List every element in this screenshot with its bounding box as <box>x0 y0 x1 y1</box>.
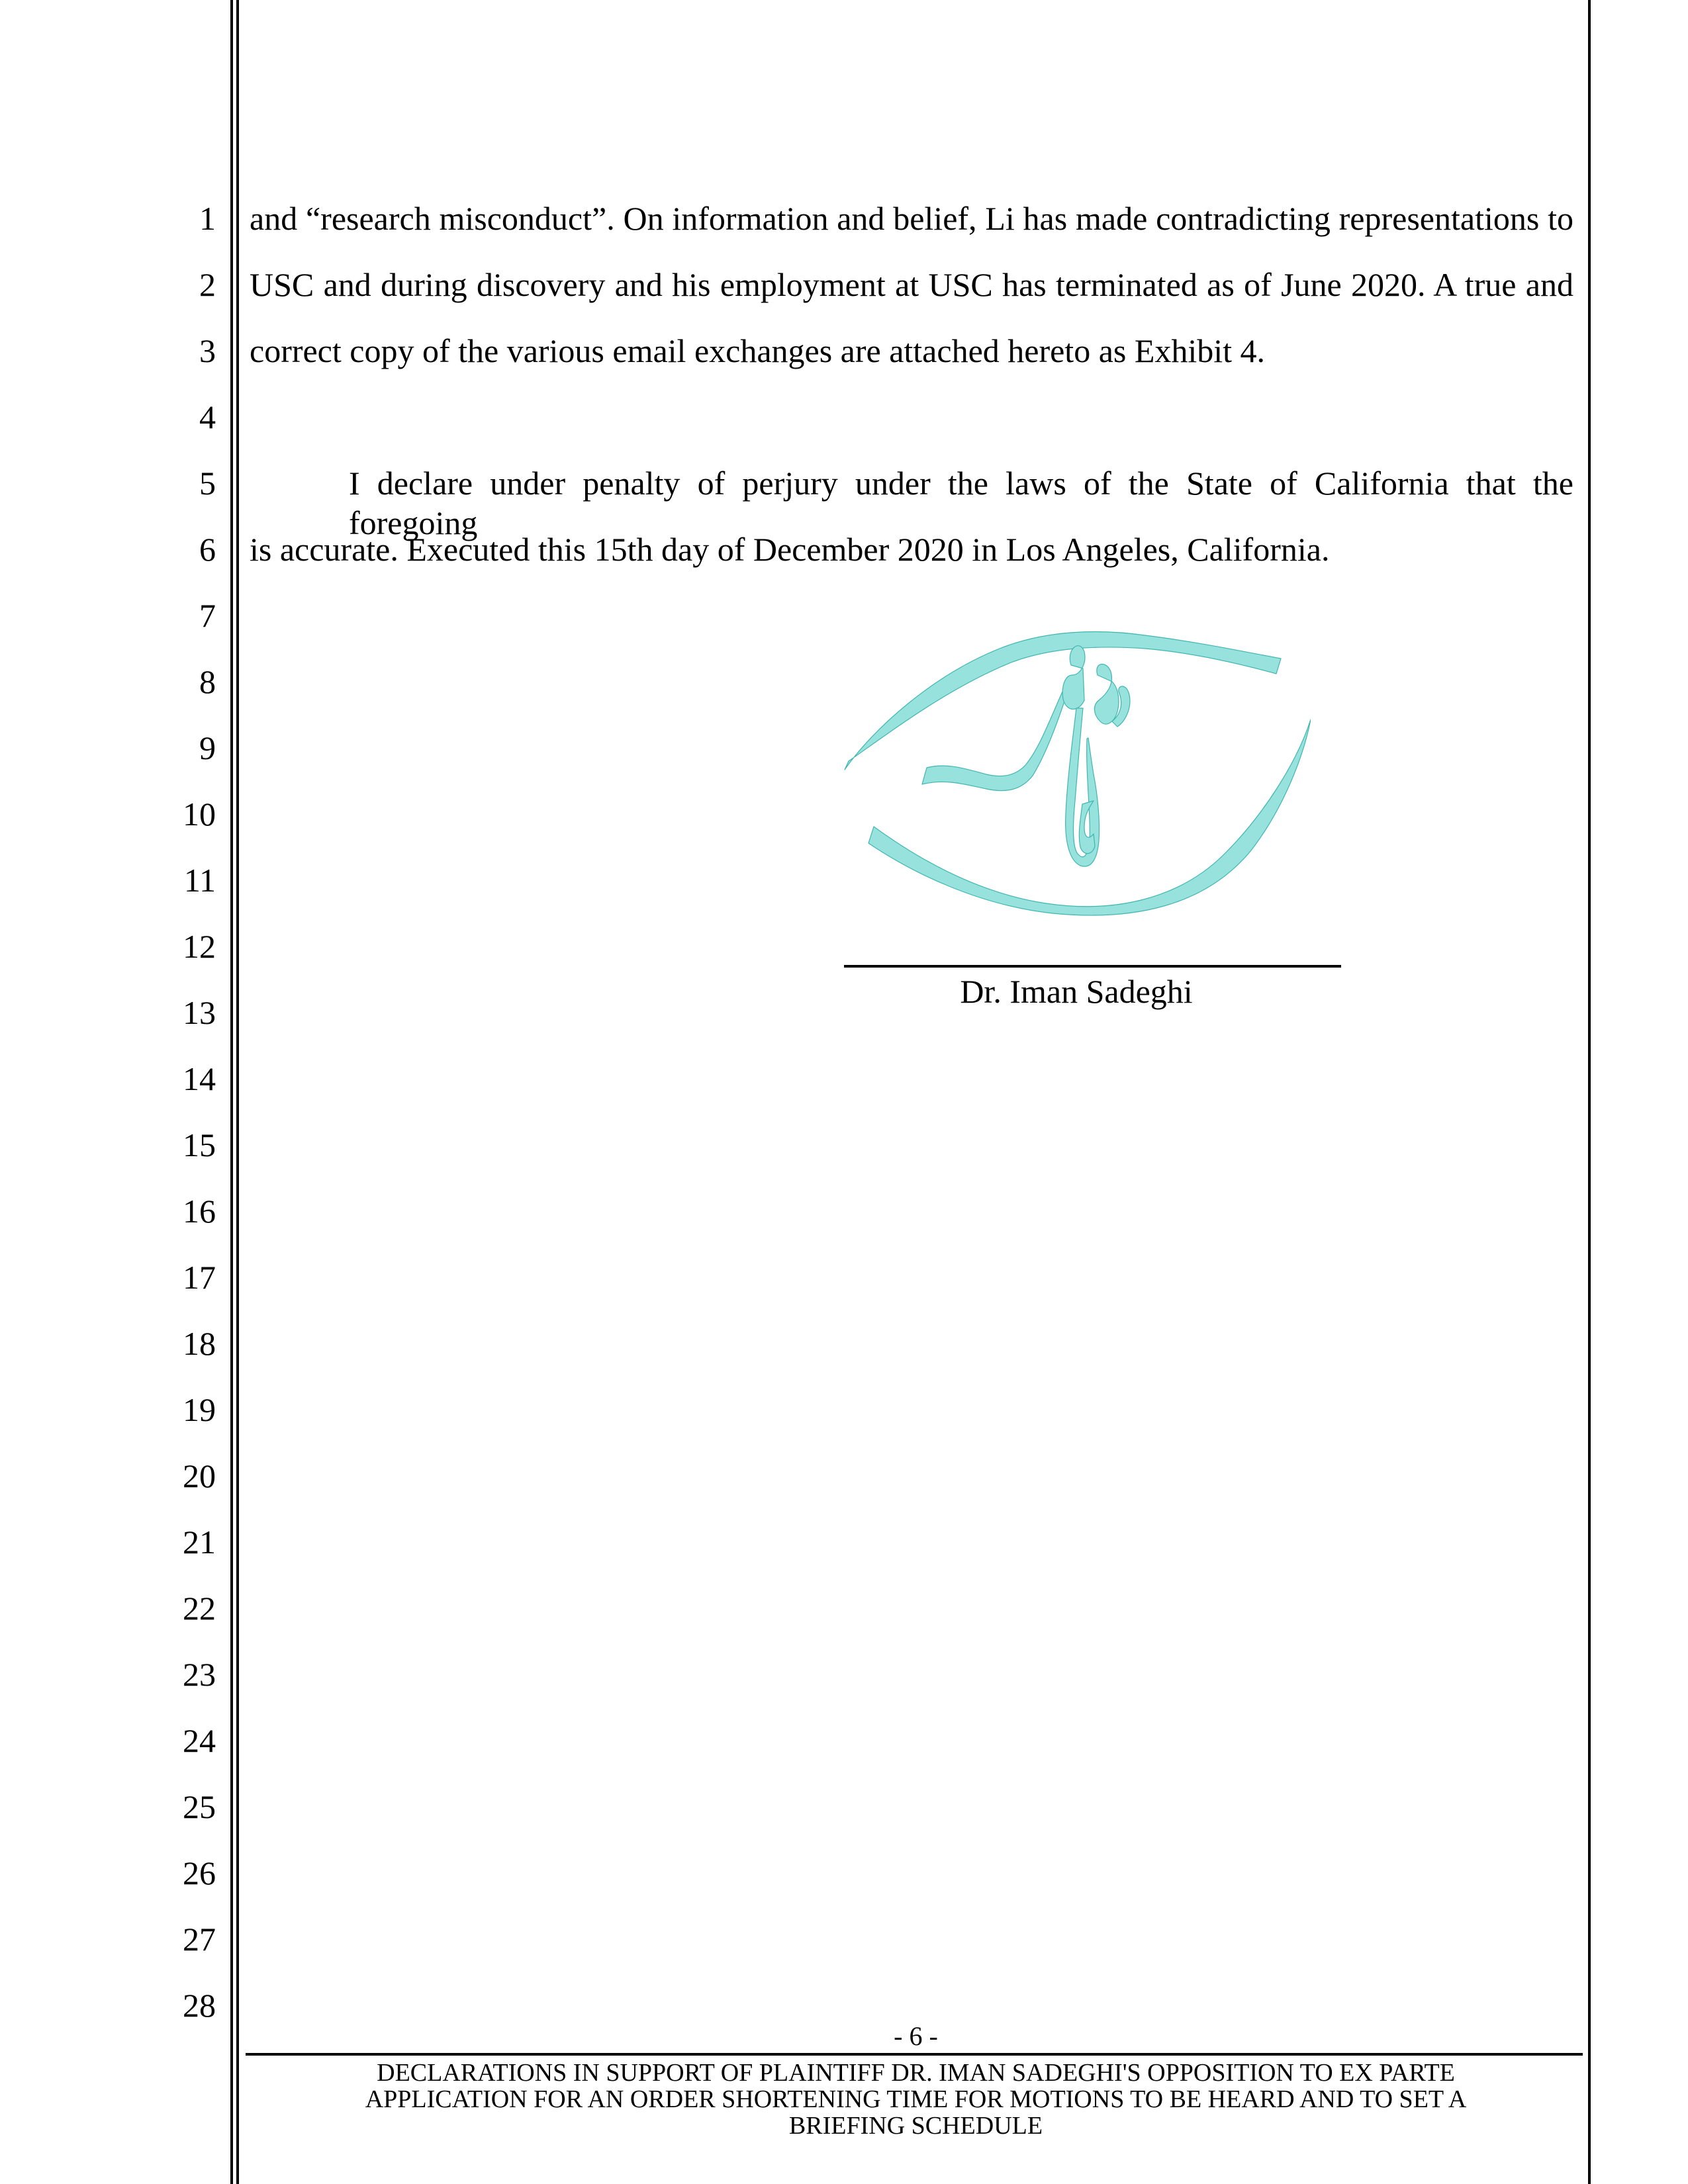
line-number: 6 <box>199 531 216 568</box>
line-number: 1 <box>199 200 216 237</box>
handwritten-signature-icon <box>834 622 1311 940</box>
line-number: 22 <box>183 1590 216 1627</box>
line-number: 14 <box>183 1060 216 1097</box>
left-margin-rule-outer <box>230 0 233 2184</box>
line-number: 17 <box>183 1259 216 1296</box>
line-number: 20 <box>183 1457 216 1494</box>
line-number: 18 <box>183 1325 216 1362</box>
line-number: 12 <box>183 928 216 965</box>
signer-name: Dr. Iman Sadeghi <box>960 973 1193 1010</box>
footer-rule <box>246 2053 1583 2056</box>
footer-caption-line: BRIEFING SCHEDULE <box>788 2112 1043 2140</box>
line-number: 9 <box>199 729 216 766</box>
signature-line <box>844 965 1341 968</box>
body-text-line: USC and during discovery and his employment at USC has terminated as of June 2020. A true and <box>250 266 1573 303</box>
line-number: 3 <box>199 332 216 369</box>
line-number: 13 <box>183 994 216 1031</box>
line-number: 28 <box>183 1987 216 2024</box>
line-number: 15 <box>183 1126 216 1163</box>
document-footer-caption <box>250 2060 1582 2139</box>
declaration-statement-line: I declare under penalty of perjury under the laws of the State of California that the foregoing <box>349 465 1573 541</box>
line-number: 25 <box>183 1788 216 1825</box>
line-number: 11 <box>183 862 216 899</box>
body-text-line: correct copy of the various email exchanges are attached hereto as Exhibit 4. <box>250 332 1266 369</box>
line-number: 26 <box>183 1854 216 1891</box>
line-number: 5 <box>199 465 216 502</box>
line-number: 27 <box>183 1921 216 1958</box>
body-text-line: and “research misconduct”. On information and belief, Li has made contradicting representations to <box>250 200 1573 237</box>
line-number: 21 <box>183 1524 216 1561</box>
declaration-statement-line: is accurate. Executed this 15th day of December 2020 in Los Angeles, California. <box>250 531 1330 568</box>
line-number: 24 <box>183 1722 216 1759</box>
line-number: 2 <box>199 266 216 303</box>
line-number: 8 <box>199 663 216 700</box>
line-number: 4 <box>199 398 216 435</box>
line-number: 23 <box>183 1656 216 1693</box>
line-number: 16 <box>183 1193 216 1230</box>
line-number: 10 <box>183 796 216 833</box>
line-number: 7 <box>199 597 216 634</box>
line-number: 19 <box>183 1391 216 1428</box>
footer-caption-line: DECLARATIONS IN SUPPORT OF PLAINTIFF DR. IMAN SADEGHI'S OPPOSITION TO EX PARTE <box>377 2059 1455 2087</box>
footer-caption-line: APPLICATION FOR AN ORDER SHORTENING TIME FOR MOTIONS TO BE HEARD AND TO SET A <box>365 2085 1467 2113</box>
right-margin-rule <box>1588 0 1591 2184</box>
page-number: - 6 - <box>894 2021 938 2051</box>
left-margin-rule-inner <box>236 0 239 2184</box>
